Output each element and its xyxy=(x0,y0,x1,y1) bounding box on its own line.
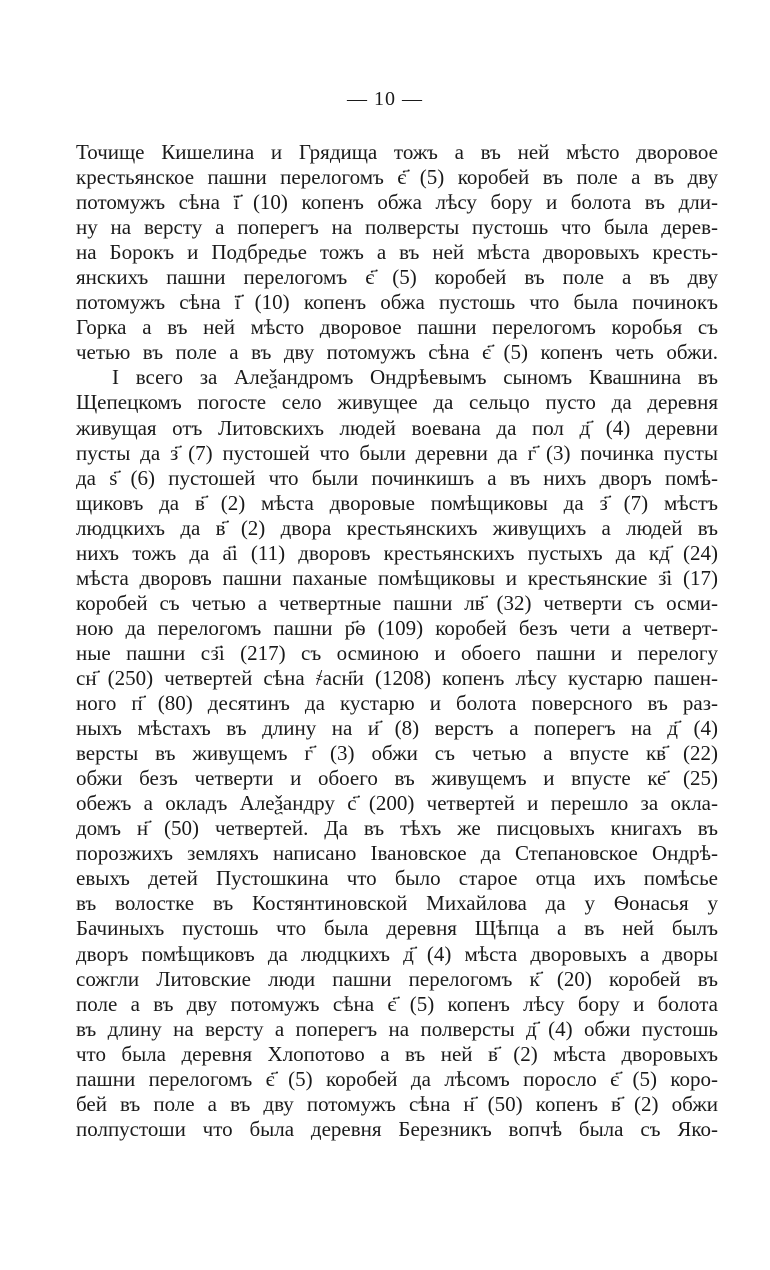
text-line: людцкихъ да в҃ (2) двора крестьянскихъ живущихъ а людей въ xyxy=(76,515,718,540)
text-line: сн҃ (250) четвертей сѣна ҂асн҃и (1208) копенъ лѣсу кустарю пашен- xyxy=(76,665,718,690)
text-line: пашни перелогомъ є҃ (5) коробей да лѣсомъ поросло є҃ (5) коро- xyxy=(76,1066,718,1091)
text-line: евыхъ детей Пустошкина что было старое отца ихъ помѣсье xyxy=(76,866,718,891)
text-line: I всего за Алеѯандромъ Ондрѣевымъ сыномъ Квашнина въ xyxy=(112,365,718,390)
text-line: мѣста дворовъ пашни паханые помѣщиковы и крестьянские з҃і (17) xyxy=(76,565,718,590)
text-line: коробей съ четью а четвертные пашни лв҃ (32) четверти съ осми- xyxy=(76,590,718,615)
text-line: порозжихъ земляхъ написано Івановское да Степановское Ондрѣ- xyxy=(76,841,718,866)
text-line: ныхъ мѣстахъ въ длину на и҃ (8) верстъ а поперегъ на д҃ (4) xyxy=(76,716,718,741)
text-line: да ѕ҃ (6) пустошей что были починкишъ а въ нихъ дворъ помѣ- xyxy=(76,465,718,490)
text-line: въ длину на версту а поперегъ на полверсты д҃ (4) обжи пустошь xyxy=(76,1016,718,1041)
text-line: полпустоши что была деревня Березникъ вопчѣ была съ Яко- xyxy=(76,1116,718,1141)
text-line: обжи безъ четверти и обоего въ живущемъ и впусте ке҃ (25) xyxy=(76,766,718,791)
text-line: ные пашни сз҃і (217) съ осминою и обоего пашни и перелогу xyxy=(76,640,718,665)
text-line: что была деревня Хлопотово а въ ней в҃ (2) мѣста дворовыхъ xyxy=(76,1041,718,1066)
text-line: поле а въ дву потомужъ сѣна є҃ (5) копенъ лѣсу бору и болота xyxy=(76,991,718,1016)
text-line: пусты да з҃ (7) пустошей что были деревни да г҃ (3) починка пусты xyxy=(76,440,718,465)
body-text xyxy=(76,140,718,1142)
text-line: ну на версту а поперегъ на полверсты пустошь что была дерев- xyxy=(76,215,718,240)
text-line: крестьянское пашни перелогомъ є҃ (5) коробей въ поле а въ дву xyxy=(76,165,718,190)
text-line: Горка а въ ней мѣсто дворовое пашни перелогомъ коробья съ xyxy=(76,315,718,340)
text-line: на Борокъ и Подбредье тожъ а въ ней мѣста дворовыхъ кресть- xyxy=(76,240,718,265)
text-line: Щепецкомъ погосте село живущее да сельцо пусто да деревня xyxy=(76,390,718,415)
text-line: потомужъ сѣна ї҃ (10) копенъ обжа лѣсу бору и болота въ дли- xyxy=(76,190,718,215)
text-line: потомужъ сѣна ї҃ (10) копенъ обжа пустошь что была починокъ xyxy=(76,290,718,315)
text-line: нихъ тожъ да а҃і (11) дворовъ крестьянскихъ пустыхъ да кд҃ (24) xyxy=(76,540,718,565)
page-number: — 10 — xyxy=(347,88,423,110)
text-line: янскихъ пашни перелогомъ є҃ (5) коробей въ поле а въ дву xyxy=(76,265,718,290)
text-line: бей въ поле а въ дву потомужъ сѣна н҃ (50) копенъ в҃ (2) обжи xyxy=(76,1091,718,1116)
text-line: въ волостке въ Костянтиновской Михайлова да у Ѳонасья у xyxy=(76,891,718,916)
text-line: дворъ помѣщиковъ да людцкихъ д҃ (4) мѣста дворовыхъ а дворы xyxy=(76,941,718,966)
text-line: четью въ поле а въ дву потомужъ сѣна є҃ (5) копенъ четь обжи. xyxy=(76,340,718,365)
text-line: обежъ а окладъ Алеѯандру с҃ (200) четвертей и перешло за окла- xyxy=(76,791,718,816)
text-line: щиковъ да в҃ (2) мѣста дворовые помѣщиковы да з҃ (7) мѣстъ xyxy=(76,490,718,515)
text-line: ною да перелогомъ пашни р҃ѳ (109) коробей безъ чети а четверт- xyxy=(76,615,718,640)
text-line: ного п҃ (80) десятинъ да кустарю и болота поверсного въ раз- xyxy=(76,691,718,716)
text-line: домъ н҃ (50) четвертей. Да въ тѣхъ же писцовыхъ книгахъ въ xyxy=(76,816,718,841)
text-line: Бачиныхъ пустошь что была деревня Щѣпца а въ ней былъ xyxy=(76,916,718,941)
text-line: живущая отъ Литовскихъ людей воевана да пол д҃ (4) деревни xyxy=(76,415,718,440)
text-line: сожгли Литовские люди пашни перелогомъ к҃ (20) коробей въ xyxy=(76,966,718,991)
text-line: версты въ живущемъ г҃ (3) обжи съ четью а впусте кв҃ (22) xyxy=(76,741,718,766)
text-line: Точище Кишелина и Грядища тожъ а въ ней мѣсто дворовое xyxy=(76,140,718,164)
